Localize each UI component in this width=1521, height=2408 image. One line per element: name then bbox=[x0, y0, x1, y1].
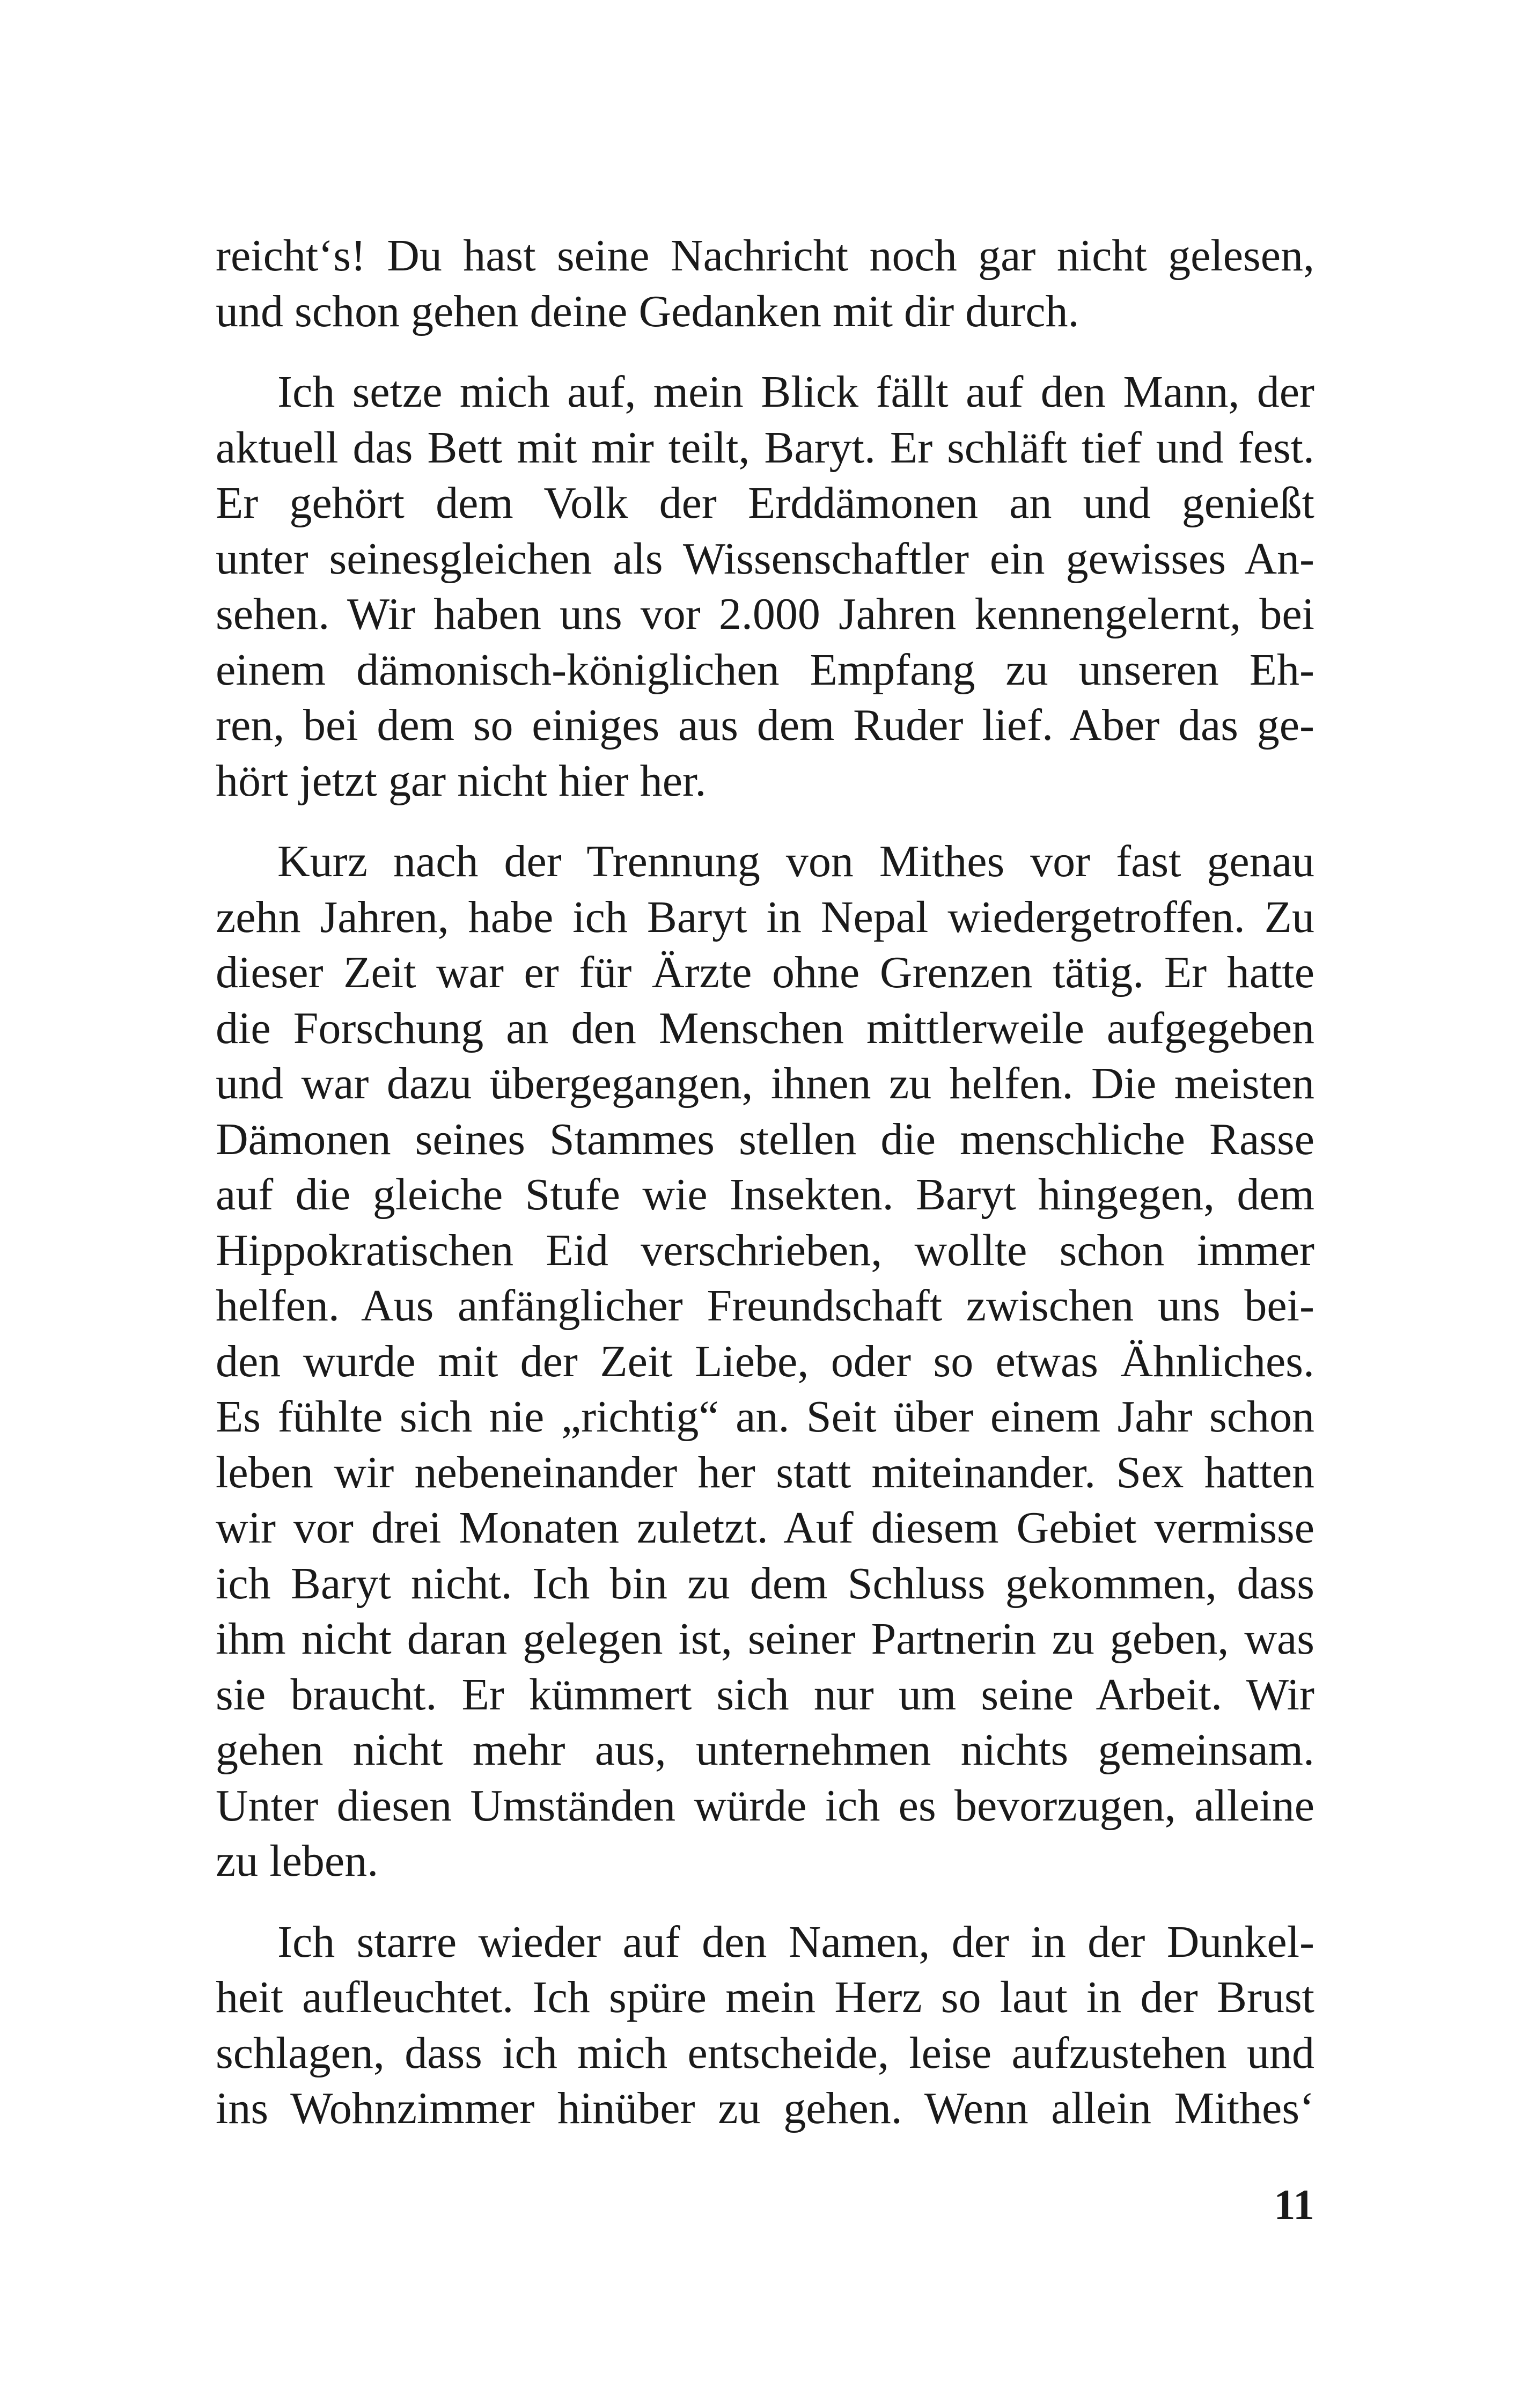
text-line: schlagen, dass ich mich entscheide, leise aufzustehen und bbox=[216, 2028, 1314, 2078]
paragraph-spacer bbox=[216, 1889, 1314, 1914]
text-line: Hippokratischen Eid verschrieben, wollte schon immer bbox=[216, 1225, 1314, 1275]
paragraph-spacer bbox=[216, 809, 1314, 834]
text-line: ihm nicht daran gelegen ist, seiner Partnerin zu geben, was bbox=[216, 1614, 1314, 1664]
text-line: und war dazu übergegangen, ihnen zu helfen. Die meisten bbox=[216, 1059, 1314, 1108]
text-line: Er gehört dem Volk der Erddämonen an und genießt bbox=[216, 478, 1314, 528]
text-line: Dämonen seines Stammes stellen die menschliche Rasse bbox=[216, 1114, 1314, 1164]
text-line: leben wir nebeneinander her statt miteinander. Sex hatten bbox=[216, 1447, 1314, 1497]
paragraph-spacer bbox=[216, 339, 1314, 364]
text-line: ren, bei dem so einiges aus dem Ruder lief. Aber das ge- bbox=[216, 700, 1314, 750]
paragraph bbox=[216, 1914, 1314, 2137]
text-line: hört jetzt gar nicht hier her. bbox=[216, 755, 707, 806]
text-line: die Forschung an den Menschen mittlerweile aufgegeben bbox=[216, 1003, 1314, 1053]
text-line: reicht‘s! Du hast seine Nachricht noch gar nicht gelesen, bbox=[216, 231, 1314, 281]
text-line: ins Wohnzimmer hinüber zu gehen. Wenn allein Mithes‘ bbox=[216, 2083, 1314, 2133]
text-line: wir vor drei Monaten zuletzt. Auf diesem Gebiet vermisse bbox=[216, 1503, 1314, 1553]
text-line: heit aufleuchtet. Ich spüre mein Herz so laut in der Brust bbox=[216, 1972, 1314, 2022]
text-line: einem dämonisch-königlichen Empfang zu unseren Eh- bbox=[216, 644, 1314, 695]
text-line: den wurde mit der Zeit Liebe, oder so etwas Ähnliches. bbox=[216, 1336, 1314, 1386]
text-line: Ich starre wieder auf den Namen, der in der Dunkel- bbox=[277, 1917, 1314, 1967]
page-number: 11 bbox=[1274, 2182, 1314, 2229]
text-line: Kurz nach der Trennung von Mithes vor fast genau bbox=[277, 836, 1314, 886]
text-line: Es fühlte sich nie „richtig“ an. Seit über einem Jahr schon bbox=[216, 1392, 1314, 1442]
text-line: dieser Zeit war er für Ärzte ohne Grenzen tätig. Er hatte bbox=[216, 948, 1314, 997]
text-line: zu leben. bbox=[216, 1836, 379, 1886]
paragraph bbox=[216, 364, 1314, 809]
text-line: ich Baryt nicht. Ich bin zu dem Schluss gekommen, dass bbox=[216, 1558, 1314, 1609]
text-line: Unter diesen Umständen würde ich es bevorzugen, alleine bbox=[216, 1780, 1314, 1831]
paragraph bbox=[216, 834, 1314, 1889]
text-line: helfen. Aus anfänglicher Freundschaft zwischen uns bei- bbox=[216, 1281, 1314, 1331]
text-line: unter seinesgleichen als Wissenschaftler ein gewisses An- bbox=[216, 533, 1314, 584]
text-line: aktuell das Bett mit mir teilt, Baryt. Er schläft tief und fest. bbox=[216, 422, 1314, 473]
text-line: sie braucht. Er kümmert sich nur um seine Arbeit. Wir bbox=[216, 1669, 1314, 1720]
text-line: sehen. Wir haben uns vor 2.000 Jahren kennengelernt, bei bbox=[216, 589, 1314, 639]
text-line: zehn Jahren, habe ich Baryt in Nepal wiedergetroffen. Zu bbox=[216, 892, 1314, 942]
body-text bbox=[216, 228, 1314, 2137]
text-line: gehen nicht mehr aus, unternehmen nichts gemeinsam. bbox=[216, 1725, 1314, 1775]
paragraph bbox=[216, 228, 1314, 339]
text-line: und schon gehen deine Gedanken mit dir durch. bbox=[216, 286, 1079, 336]
text-line: auf die gleiche Stufe wie Insekten. Baryt hingegen, dem bbox=[216, 1170, 1314, 1220]
text-line: Ich setze mich auf, mein Blick fällt auf den Mann, der bbox=[277, 367, 1314, 417]
